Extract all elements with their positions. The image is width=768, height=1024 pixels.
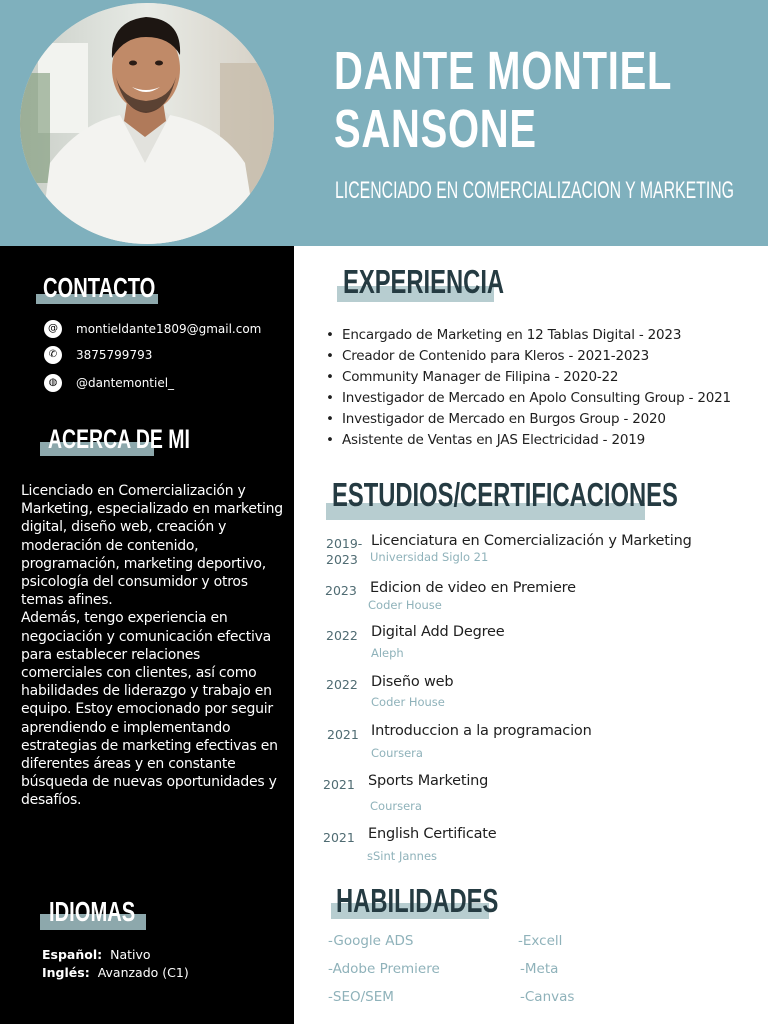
contact-email[interactable] [44,320,261,338]
experience-list [326,325,756,451]
education-year: 2021 [327,727,359,742]
experience-item: • Creador de Contenido para Kleros - 2021-2023 [326,346,756,367]
experience-item: • Community Manager de Filipina - 2020-22 [326,367,756,388]
skills-title: HABILIDADES [336,882,499,919]
education-year: 2022 [326,628,358,643]
skill-item: -Canvas [520,989,575,1005]
education-institution: Coder House [368,598,442,612]
phone-text: 3875799793 [76,348,153,362]
experience-item: • Investigador de Mercado en Burgos Group - 2020 [326,409,756,430]
education-year [326,536,366,568]
education-year: 2022 [326,677,358,692]
about-paragraph-1: Licenciado en Comercialización y Marketing, especializado en marketing digital, diseño web, creación y moderación de contenido, programación, marketing deportivo, psicología del consumidor y otros temas afines. [21,483,283,609]
skill-item: -SEO/SEM [328,989,394,1005]
education-year: 2021 [323,830,355,845]
skill-item: -Meta [520,961,559,977]
education-institution: Coder House [371,695,445,709]
education-title-item: Digital Add Degree [371,624,505,640]
education-title-item: Edicion de video en Premiere [370,580,576,596]
about-text [21,482,283,810]
education-title-item: Diseño web [371,674,454,690]
email-text: montieldante1809@gmail.com [76,322,262,336]
social-text: @dantemontiel_ [76,376,175,390]
education-title-item: Sports Marketing [368,773,489,789]
language-level: Avanzado (C1) [97,965,189,980]
globe-icon: ◍ [44,374,62,392]
language-spanish [42,947,151,962]
education-institution: Coursera [370,799,422,813]
skill-item: -Adobe Premiere [328,961,440,977]
education-title-item: Introduccion a la programacion [371,723,592,739]
education-title-item: Licenciatura en Comercialización y Marketing [371,533,692,549]
skill-item: -Google ADS [328,933,414,949]
about-paragraph-2: Además, tengo experiencia en negociación y comunicación efectiva para establecer relaciones comerciales con clientes, así como habilidades de liderazgo y trabajo en equipo. Estoy emocionado por seguir aprendiendo e implementando estrategias de marketing efectivas en diferentes áreas y en constante búsqueda de nuevas oportunidades y desafíos. [21,610,278,809]
language-name: Inglés: [42,965,90,980]
education-title: ESTUDIOS/CERTIFICACIONES [332,476,678,513]
email-icon: @ [44,320,62,338]
year-start: 2019- [326,536,363,551]
about-title: ACERCA DE MI [48,424,190,454]
experience-item: • Asistente de Ventas en JAS Electricidad - 2019 [326,430,756,451]
experience-item: • Encargado de Marketing en 12 Tablas Digital - 2023 [326,325,756,346]
phone-icon: ✆ [44,346,62,364]
full-name [334,41,673,159]
job-title: LICENCIADO EN COMERCIALIZACION Y MARKETING [335,177,735,204]
skill-item: -Excell [518,933,563,949]
education-year: 2023 [325,583,357,598]
name-line-2: SANSONE [334,99,537,159]
experience-title: EXPERIENCIA [343,263,505,300]
education-institution: sSint Jannes [367,849,438,863]
contact-phone[interactable] [44,346,152,364]
language-level: Nativo [110,947,151,962]
profile-photo [20,3,274,244]
contact-social[interactable] [44,374,174,392]
education-title-item: English Certificate [368,826,497,842]
languages-title: IDIOMAS [49,896,136,927]
language-english [42,965,189,980]
contact-title: CONTACTO [43,272,156,303]
year-end: 2023 [326,552,358,567]
education-year: 2021 [323,777,355,792]
education-institution: Aleph [371,646,404,660]
language-name: Español: [42,947,103,962]
experience-item: • Investigador de Mercado en Apolo Consulting Group - 2021 [326,388,756,409]
name-line-1: DANTE MONTIEL [334,41,673,101]
education-institution: Coursera [371,746,423,760]
education-institution: Universidad Siglo 21 [370,550,489,564]
